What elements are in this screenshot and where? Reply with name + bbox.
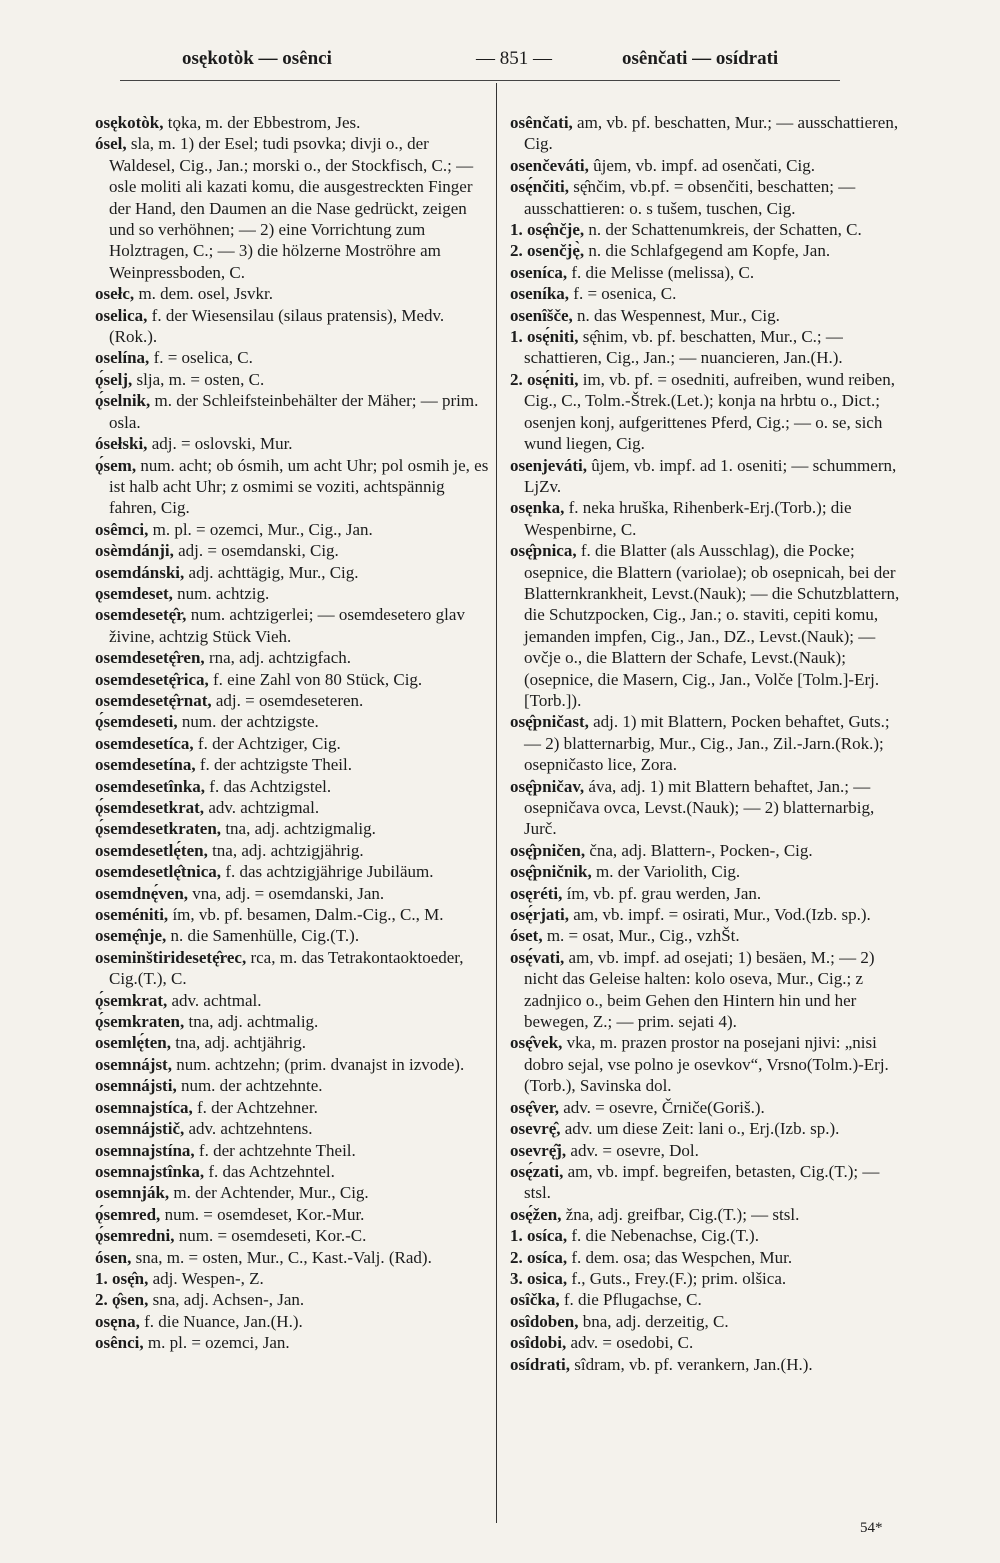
entry-definition: adj. = osemdeseteren. bbox=[215, 690, 364, 710]
dictionary-entry bbox=[95, 112, 489, 133]
entry-headword: oselica, bbox=[95, 305, 148, 325]
entry-definition: sę̂nčim, vb.pf. = obsenčiti, beschatten; — ausschattieren: o. s tušem, tuschen, Cig. bbox=[524, 177, 856, 218]
dictionary-entry bbox=[510, 240, 904, 261]
entry-headword: ósen, bbox=[95, 1247, 132, 1267]
dictionary-entry bbox=[95, 1075, 489, 1096]
entry-definition: f. neka hruška, Rihenberk-Erj.(Torb.); die Wespenbirne, C. bbox=[524, 498, 852, 539]
entry-headword: osèmdánji, bbox=[95, 541, 174, 561]
dictionary-entry bbox=[510, 1140, 904, 1161]
dictionary-entry bbox=[510, 883, 904, 904]
entry-headword: osevrę̂j, bbox=[510, 1140, 567, 1160]
entry-headword: osę̂ver, bbox=[510, 1097, 559, 1117]
dictionary-entry bbox=[95, 1182, 489, 1203]
entry-definition: bna, adj. derzeitig, C. bbox=[582, 1311, 729, 1331]
entry-definition: m. pl. = ozemci, Jan. bbox=[147, 1333, 290, 1353]
entry-headword: osemdesetę̂ren, bbox=[95, 648, 205, 668]
entry-headword: 2. ǫ̂sen, bbox=[95, 1290, 149, 1310]
dictionary-entry bbox=[95, 519, 489, 540]
entry-definition: am, vb. impf. begreifen, betasten, Cig.(T.); — stsl. bbox=[524, 1161, 880, 1203]
entry-headword: osênčati, bbox=[510, 113, 573, 132]
entry-headword: oseminštiridesetę̂rec, bbox=[95, 947, 247, 967]
dictionary-entry bbox=[95, 883, 489, 904]
entry-definition: m. = osat, Mur., Cig., vzhŠt. bbox=[546, 926, 740, 946]
entry-definition: adv. = osevre, Črniče(Goriš.). bbox=[563, 1097, 765, 1117]
entry-headword: osîdoben, bbox=[510, 1311, 579, 1331]
entry-definition: num. der achtzigste. bbox=[181, 712, 319, 732]
entry-headword: ǫ́semdesetkrat, bbox=[95, 798, 205, 817]
dictionary-entry bbox=[510, 1311, 904, 1332]
dictionary-entry bbox=[510, 305, 904, 326]
dictionary-entry bbox=[510, 861, 904, 882]
entry-headword: ǫsemdeset, bbox=[95, 583, 173, 603]
entry-definition: sna, adj. Achsen-, Jan. bbox=[152, 1290, 305, 1310]
entry-definition: num. achtzig. bbox=[177, 583, 270, 603]
entry-definition: adv. achtmal. bbox=[171, 990, 262, 1010]
entry-definition: f., Guts., Frey.(F.); prim. olšica. bbox=[571, 1268, 787, 1288]
entry-definition: ûjem, vb. impf. ad 1. oseniti; — schummern, LjZv. bbox=[524, 455, 897, 496]
entry-definition: n. die Samenhülle, Cig.(T.). bbox=[170, 926, 360, 946]
dictionary-entry bbox=[95, 861, 489, 882]
dictionary-entry bbox=[510, 776, 904, 840]
entry-definition: im, vb. pf. = osedniti, aufreiben, wund reiben, Cig., C., Tolm.-Štrek.(Let.); konja na hrbtu o., Dict.; osenjen konj, aufgerittenes Pferd, Cig.; — o. se, sich wund liegen, Cig. bbox=[524, 369, 895, 454]
dictionary-entry bbox=[95, 1054, 489, 1075]
entry-definition: adj. Wespen-, Z. bbox=[152, 1268, 264, 1288]
dictionary-entry bbox=[95, 904, 489, 925]
entry-headword: osîdobi, bbox=[510, 1333, 567, 1353]
header-left: osękotòk — osênci bbox=[182, 48, 332, 69]
dictionary-entry bbox=[95, 690, 489, 711]
entry-definition: f. die Blatter (als Ausschlag), die Pocke; osepnice, die Blattern (variolae); ob osepnicah, bei der Blatternkrankheit, Levst.(Nauk); — die Schutzblattern, die Schutzpocken, Cig., Jan.; o. staviti, cepiti komu, jemanden impfen, Cig., Jan., DZ., Levst.(Nauk); — ovčje o., die Blattern der Schafe, Levst.(Nauk); (osepnice, die Masern, Cig., Jan., Volče [Tolm.]-Erj.[Torb.]). bbox=[524, 541, 900, 710]
entry-definition: num. = osemdeseti, Kor.-C. bbox=[178, 1226, 367, 1246]
dictionary-entry bbox=[95, 1225, 489, 1246]
dictionary-entry bbox=[510, 947, 904, 1033]
dictionary-entry bbox=[510, 455, 904, 498]
entry-definition: adj. = oslovski, Mur. bbox=[151, 434, 293, 454]
entry-headword: osemdesetlę́ten, bbox=[95, 840, 208, 860]
dictionary-entry bbox=[510, 155, 904, 176]
entry-headword: oseníka, bbox=[510, 284, 570, 304]
dictionary-entry bbox=[510, 1225, 904, 1246]
header-right: osênčati — osídrati bbox=[622, 48, 779, 69]
dictionary-entry bbox=[510, 904, 904, 925]
dictionary-entry bbox=[95, 347, 489, 368]
entry-definition: f. der Achtziger, Cig. bbox=[197, 733, 341, 753]
entry-headword: osemnájstič, bbox=[95, 1119, 185, 1139]
entry-headword: osenîšče, bbox=[510, 305, 573, 325]
entry-headword: osę́vati, bbox=[510, 947, 565, 967]
right-column bbox=[510, 112, 904, 1375]
entry-headword: osídrati, bbox=[510, 1354, 570, 1374]
entry-definition: adv. achtzehntens. bbox=[188, 1119, 313, 1139]
entry-definition: vna, adj. = osemdanski, Jan. bbox=[192, 883, 385, 903]
entry-headword: osemnájsti, bbox=[95, 1076, 177, 1096]
entry-headword: ǫ́semkraten, bbox=[95, 1012, 185, 1032]
entry-definition: tna, adj. achtjährig. bbox=[175, 1033, 307, 1053]
entry-definition: tna, adj. achtzigmalig. bbox=[225, 819, 376, 839]
dictionary-entry bbox=[95, 733, 489, 754]
entry-headword: osemę̂nje, bbox=[95, 926, 167, 946]
dictionary-entry bbox=[95, 1268, 489, 1289]
entry-definition: ûjem, vb. impf. ad osenčati, Cig. bbox=[593, 155, 815, 175]
entry-definition: adj. = osemdanski, Cig. bbox=[178, 541, 339, 561]
entry-headword: 3. osica, bbox=[510, 1268, 568, 1288]
dictionary-entry bbox=[510, 1289, 904, 1310]
entry-headword: ǫ́selj, bbox=[95, 369, 133, 389]
dictionary-entry bbox=[510, 369, 904, 455]
entry-definition: slja, m. = osten, C. bbox=[136, 369, 265, 389]
entry-definition: adv. achtzigmal. bbox=[208, 798, 320, 817]
entry-definition: m. dem. osel, Jsvkr. bbox=[138, 284, 274, 304]
entry-headword: osemnajstînka, bbox=[95, 1161, 205, 1181]
entry-headword: osemdesetę̂rnat, bbox=[95, 690, 212, 710]
entry-headword: 2. osę́niti, bbox=[510, 369, 579, 389]
entry-definition: f. eine Zahl von 80 Stück, Cig. bbox=[213, 669, 423, 689]
entry-definition: adv. = osevre, Dol. bbox=[570, 1140, 699, 1160]
entry-definition: čna, adj. Blattern-, Pocken-, Cig. bbox=[589, 840, 813, 860]
dictionary-entry bbox=[510, 1354, 904, 1375]
entry-definition: am, vb. pf. beschatten, Mur.; — ausschattieren, Cig. bbox=[524, 113, 899, 154]
page-number: — 851 — bbox=[476, 48, 552, 69]
dictionary-entry bbox=[510, 1268, 904, 1289]
dictionary-entry bbox=[95, 797, 489, 818]
dictionary-entry bbox=[95, 818, 489, 839]
entry-headword: osemdesetíca, bbox=[95, 733, 194, 753]
dictionary-entry bbox=[510, 219, 904, 240]
entry-headword: osemdánski, bbox=[95, 562, 185, 582]
dictionary-entry bbox=[510, 540, 904, 711]
header-rule bbox=[120, 80, 840, 81]
dictionary-entry bbox=[510, 1097, 904, 1118]
entry-definition: f. der achtzigste Theil. bbox=[199, 755, 352, 775]
entry-headword: osenjeváti, bbox=[510, 455, 587, 475]
entry-definition: tna, adj. achtzigjährig. bbox=[212, 840, 364, 860]
entry-definition: adj. achttägig, Mur., Cig. bbox=[188, 562, 359, 582]
entry-definition: rna, adj. achtzigfach. bbox=[208, 648, 351, 668]
entry-definition: f. die Nuance, Jan.(H.). bbox=[144, 1311, 303, 1331]
dictionary-entry bbox=[95, 669, 489, 690]
entry-definition: num. acht; ob ósmih, um acht Uhr; pol osmih je, es ist halb acht Uhr; z osmimi se voziti, achtspännig fahren, Cig. bbox=[109, 455, 489, 518]
entry-headword: osękotòk, bbox=[95, 113, 164, 132]
dictionary-entry bbox=[510, 283, 904, 304]
entry-definition: am, vb. impf. ad osejati; 1) besäen, M.; — 2) nicht das Geleise halten: kolo oseva, Mur., Cig.; z zadnjico o., beim Gehen den Hintern hin und her bewegen, Z.; — prim. sejati 4). bbox=[524, 947, 875, 1032]
entry-headword: oselína, bbox=[95, 348, 150, 368]
entry-definition: f. die Pflugachse, C. bbox=[563, 1290, 702, 1310]
entry-headword: osevrę̂, bbox=[510, 1119, 561, 1139]
entry-headword: osę̂pničast, bbox=[510, 712, 589, 732]
entry-definition: n. das Wespennest, Mur., Cig. bbox=[577, 305, 780, 325]
entry-headword: osę́nčiti, bbox=[510, 177, 570, 197]
dictionary-entry bbox=[95, 1011, 489, 1032]
entry-headword: osę̂pničen, bbox=[510, 840, 586, 860]
entry-headword: osęna, bbox=[95, 1311, 140, 1331]
entry-definition: f. der achtzehnte Theil. bbox=[198, 1140, 356, 1160]
entry-headword: ǫ́semdesetkraten, bbox=[95, 819, 222, 839]
entry-definition: f. der Wiesensilau (silaus pratensis), Medv.(Rok.). bbox=[109, 305, 445, 347]
entry-definition: num. = osemdeset, Kor.-Mur. bbox=[164, 1204, 365, 1224]
entry-headword: 1. osę̂nčje, bbox=[510, 220, 585, 240]
dictionary-entry bbox=[510, 1161, 904, 1204]
dictionary-entry bbox=[510, 925, 904, 946]
entry-headword: osemlę́ten, bbox=[95, 1033, 172, 1053]
dictionary-entry bbox=[95, 990, 489, 1011]
entry-headword: osę́rjati, bbox=[510, 905, 570, 925]
dictionary-entry bbox=[95, 562, 489, 583]
entry-headword: osemnajstína, bbox=[95, 1140, 195, 1160]
entry-definition: f. das Achtzehntel. bbox=[208, 1161, 335, 1181]
entry-definition: žna, adj. greifbar, Cig.(T.); — stsl. bbox=[565, 1204, 800, 1224]
entry-definition: ím, vb. pf. grau werden, Jan. bbox=[566, 883, 762, 903]
dictionary-entry bbox=[95, 369, 489, 390]
entry-definition: f. der Achtzehner. bbox=[196, 1097, 318, 1117]
dictionary-entry bbox=[95, 1311, 489, 1332]
entry-definition: sîdram, vb. pf. verankern, Jan.(H.). bbox=[574, 1354, 813, 1374]
entry-headword: ǫ́sem, bbox=[95, 455, 137, 475]
dictionary-entry bbox=[95, 455, 489, 519]
dictionary-entry bbox=[95, 133, 489, 283]
entry-definition: adj. 1) mit Blattern, Pocken behaftet, Guts.; — 2) blatternarbig, Mur., Cig., Jan., Zil.-Jarn.(Rok.); osepničasto lice, Zora. bbox=[524, 712, 890, 775]
entry-headword: oseníca, bbox=[510, 262, 568, 282]
dictionary-entry bbox=[95, 840, 489, 861]
entry-headword: osęnka, bbox=[510, 498, 565, 518]
dictionary-entry bbox=[95, 583, 489, 604]
entry-headword: oseméniti, bbox=[95, 905, 169, 925]
dictionary-entry bbox=[510, 1247, 904, 1268]
dictionary-entry bbox=[95, 754, 489, 775]
entry-headword: osemdnę́ven, bbox=[95, 883, 189, 903]
entry-definition: ím, vb. pf. besamen, Dalm.-Cig., C., M. bbox=[172, 905, 444, 925]
dictionary-entry bbox=[95, 711, 489, 732]
entry-definition: am, vb. impf. = osirati, Mur., Vod.(Izb. sp.). bbox=[573, 905, 871, 925]
entry-definition: tna, adj. achtmalig. bbox=[188, 1012, 319, 1032]
entry-headword: osemnájst, bbox=[95, 1054, 172, 1074]
dictionary-entry bbox=[510, 262, 904, 283]
entry-headword: ǫ́semkrat, bbox=[95, 990, 168, 1010]
column-divider bbox=[496, 83, 497, 1523]
entry-headword: ǫ́semredni, bbox=[95, 1226, 175, 1246]
dictionary-entry bbox=[95, 1161, 489, 1182]
dictionary-entry bbox=[95, 1032, 489, 1053]
entry-definition: n. der Schattenumkreis, der Schatten, C. bbox=[588, 220, 862, 240]
entry-definition: áva, adj. 1) mit Blattern behaftet, Jan.; — osepničava ovca, Levst.(Nauk); — 2) blatternarbig, Jurč. bbox=[524, 776, 875, 839]
dictionary-entry bbox=[95, 1097, 489, 1118]
entry-headword: osę̂pničav, bbox=[510, 776, 585, 796]
dictionary-entry bbox=[95, 1140, 489, 1161]
entry-definition: m. der Achtender, Mur., Cig. bbox=[173, 1183, 369, 1203]
signature-mark: 54* bbox=[860, 1520, 883, 1536]
left-column bbox=[95, 112, 489, 1354]
entry-headword: osîčka, bbox=[510, 1290, 560, 1310]
entry-definition: num. der achtzehnte. bbox=[180, 1076, 323, 1096]
entry-definition: f. die Melisse (melissa), C. bbox=[571, 262, 755, 282]
entry-headword: osêmci, bbox=[95, 519, 149, 539]
entry-definition: f. die Nebenachse, Cig.(T.). bbox=[571, 1226, 759, 1246]
entry-headword: 2. osenčję̀, bbox=[510, 241, 585, 261]
entry-definition: m. der Variolith, Cig. bbox=[595, 862, 741, 882]
entry-definition: f. dem. osa; das Wespchen, Mur. bbox=[571, 1247, 793, 1267]
dictionary-entry bbox=[95, 540, 489, 561]
entry-headword: ǫ́selnik, bbox=[95, 391, 151, 411]
entry-headword: osenčeváti, bbox=[510, 155, 589, 175]
entry-headword: 1. osíca, bbox=[510, 1226, 568, 1246]
entry-headword: osênci, bbox=[95, 1333, 144, 1353]
entry-headword: osę́zati, bbox=[510, 1161, 564, 1181]
entry-definition: adv. um diese Zeit: lani o., Erj.(Izb. sp.). bbox=[564, 1119, 840, 1139]
dictionary-entry bbox=[510, 112, 904, 155]
entry-headword: osemnják, bbox=[95, 1183, 170, 1203]
entry-definition: f. = osenica, C. bbox=[573, 284, 677, 304]
entry-definition: vka, m. prazen prostor na posejani njivi: „nisi dobro sejal, vse polno je osevkov“, Vrsno(Tolm.)-Erj.(Torb.), Savinska dol. bbox=[524, 1033, 889, 1096]
entry-headword: osemdesetlę̂tnica, bbox=[95, 862, 222, 882]
entry-headword: osemdesetę̂rica, bbox=[95, 669, 209, 689]
entry-headword: 2. osíca, bbox=[510, 1247, 568, 1267]
dictionary-entry bbox=[95, 1332, 489, 1353]
page-header bbox=[120, 48, 840, 78]
entry-headword: ósel, bbox=[95, 134, 127, 154]
entry-headword: ǫ́semred, bbox=[95, 1204, 161, 1224]
entry-definition: n. die Schlafgegend am Kopfe, Jan. bbox=[588, 241, 831, 261]
dictionary-entry bbox=[510, 1204, 904, 1225]
dictionary-entry bbox=[95, 947, 489, 990]
dictionary-entry bbox=[95, 776, 489, 797]
entry-headword: osemdesetę̂r, bbox=[95, 605, 187, 625]
entry-definition: rca, m. das Tetrakontaoktoeder, Cig.(T.), C. bbox=[109, 947, 464, 989]
dictionary-entry bbox=[510, 497, 904, 540]
entry-headword: 1. osę̂n, bbox=[95, 1268, 149, 1288]
entry-definition: num. achtzigerlei; — osemdesetero glav živine, achtzig Stück Vieh. bbox=[109, 605, 465, 646]
dictionary-entry bbox=[95, 1204, 489, 1225]
entry-headword: osę̂pnica, bbox=[510, 541, 577, 561]
dictionary-entry bbox=[95, 1118, 489, 1139]
entry-definition: adv. = osedobi, C. bbox=[570, 1333, 694, 1353]
entry-definition: sę̂nim, vb. pf. beschatten, Mur., C.; — schattieren, Cig., Jan.; — nuancieren, Jan.(H.). bbox=[524, 327, 843, 368]
entry-definition: m. pl. = ozemci, Mur., Cig., Jan. bbox=[152, 519, 373, 539]
dictionary-entry bbox=[95, 647, 489, 668]
entry-headword: 1. osę́niti, bbox=[510, 327, 579, 347]
dictionary-entry bbox=[510, 711, 904, 775]
dictionary-entry bbox=[95, 283, 489, 304]
dictionary-entry bbox=[95, 433, 489, 454]
entry-headword: osełc, bbox=[95, 284, 135, 304]
entry-definition: f. = oselica, C. bbox=[153, 348, 253, 368]
dictionary-entry bbox=[510, 1118, 904, 1139]
dictionary-entry bbox=[95, 925, 489, 946]
entry-definition: m. der Schleifsteinbehälter der Mäher; — prim. osla. bbox=[109, 391, 479, 432]
entry-headword: osę́žen, bbox=[510, 1204, 562, 1224]
entry-definition: sla, m. 1) der Esel; tudi psovka; divji o., der Waldesel, Cig., Jan.; morski o., der Stockfisch, C.; — osle moliti ali kazati komu, die ausgestreckten Finger der Hand, den Daumen an die Nase gedrückt, zeigen und so verhöhnen; — 2) eine Vorrichtung zum Holztragen, C.; — 3) die hölzerne Moströhre am Weinpressboden, C. bbox=[109, 134, 474, 282]
entry-definition: f. das Achtzigstel. bbox=[209, 776, 332, 796]
entry-definition: num. achtzehn; (prim. dvanajst in izvode). bbox=[176, 1054, 465, 1074]
entry-headword: ósełski, bbox=[95, 434, 148, 454]
entry-definition: sna, m. = osten, Mur., C., Kast.-Valj. (Rad). bbox=[135, 1247, 432, 1267]
dictionary-entry bbox=[95, 1289, 489, 1310]
dictionary-entry bbox=[95, 390, 489, 433]
dictionary-entry bbox=[510, 176, 904, 219]
entry-headword: osemdesetína, bbox=[95, 755, 196, 775]
dictionary-entry bbox=[95, 604, 489, 647]
entry-headword: óset, bbox=[510, 926, 543, 946]
dictionary-entry bbox=[95, 305, 489, 348]
entry-definition: f. das achtzigjährige Jubiläum. bbox=[225, 862, 434, 882]
dictionary-entry bbox=[510, 840, 904, 861]
dictionary-entry bbox=[510, 1032, 904, 1096]
entry-headword: ǫ́semdeseti, bbox=[95, 712, 178, 732]
dictionary-entry bbox=[510, 1332, 904, 1353]
entry-headword: osęréti, bbox=[510, 883, 563, 903]
dictionary-entry bbox=[510, 326, 904, 369]
entry-headword: osę̂pničnik, bbox=[510, 862, 592, 882]
entry-headword: osemnajstíca, bbox=[95, 1097, 193, 1117]
dictionary-entry bbox=[95, 1247, 489, 1268]
entry-definition: tǫka, m. der Ebbestrom, Jes. bbox=[167, 113, 361, 132]
entry-headword: osemdesetînka, bbox=[95, 776, 206, 796]
entry-headword: osę̂vek, bbox=[510, 1033, 563, 1053]
